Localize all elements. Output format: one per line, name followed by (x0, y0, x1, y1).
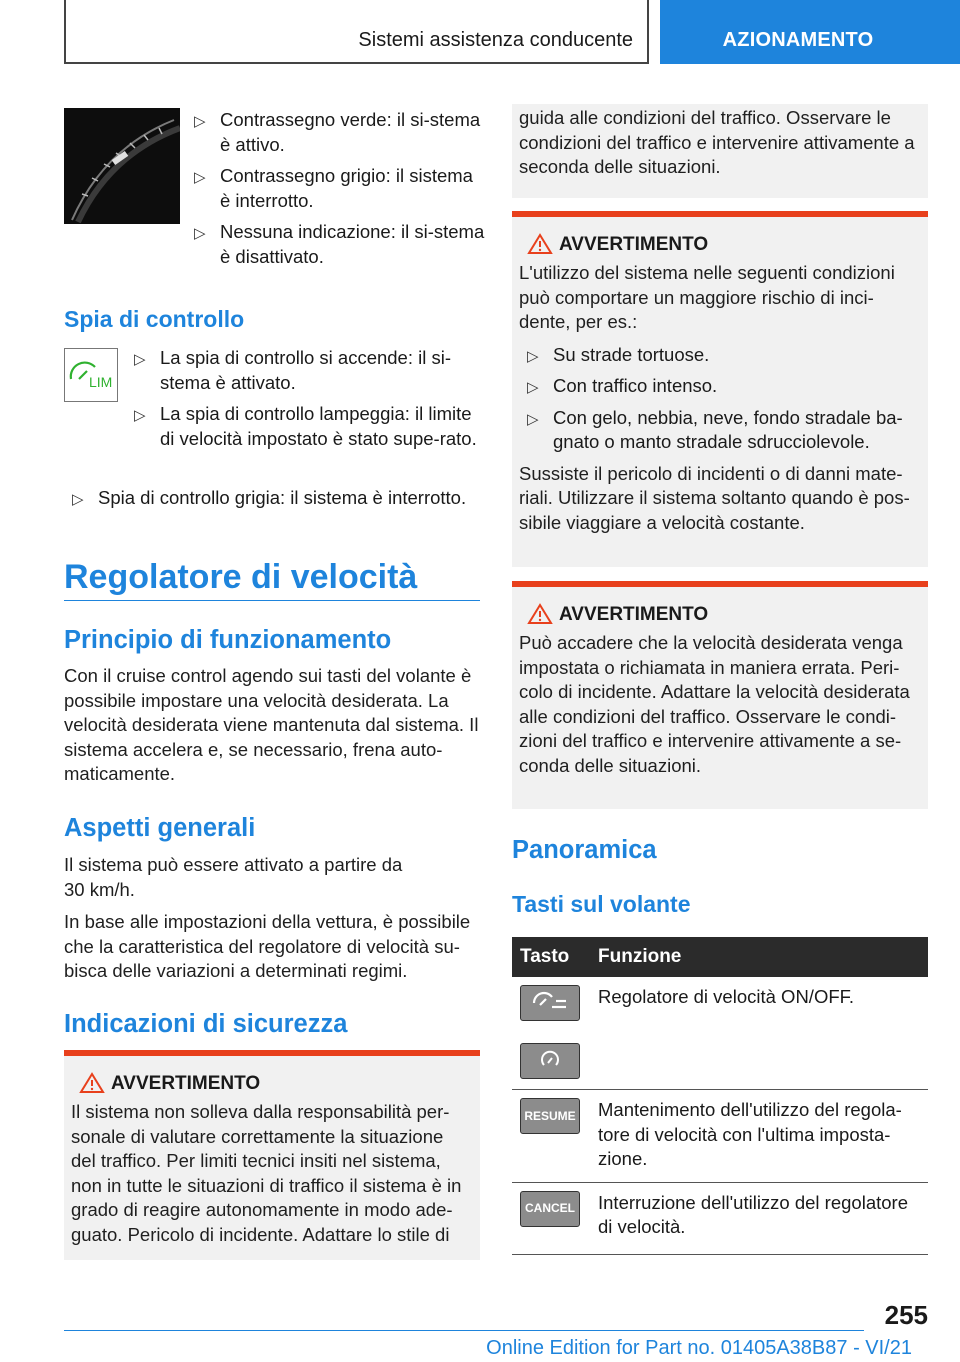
triangle-bullet-icon: ▷ (134, 407, 146, 424)
list-item: ▷ Nessuna indicazione: il si-stema è disattivato. (194, 221, 485, 267)
header-chapter-title: AZIONAMENTO (722, 29, 874, 51)
triangle-bullet-icon: ▷ (527, 410, 539, 428)
cruise-on-off-key (520, 985, 580, 1021)
table-cell-function: Interruzione dell'utilizzo del regolatore di velocità. (590, 1182, 928, 1254)
spia-extra-list (64, 486, 480, 518)
tasti-heading: Tasti sul volante (512, 891, 691, 917)
triangle-bullet-icon: ▷ (527, 347, 539, 365)
triangle-bullet-icon: ▷ (72, 491, 84, 508)
table-header-row (512, 937, 928, 977)
aspetti-heading: Aspetti generali (64, 814, 256, 842)
triangle-bullet-icon: ▷ (194, 113, 206, 130)
list-item: ▷ Spia di controllo grigia: il sistema è interrotto. (64, 486, 480, 511)
title-divider (64, 600, 480, 601)
steering-keys-table (512, 937, 928, 1255)
speedometer-image (64, 108, 180, 224)
lim-indicator-image (64, 348, 118, 402)
footer-divider (64, 1330, 864, 1331)
speedometer-arc-icon (64, 108, 180, 224)
warning-box-3 (512, 581, 928, 809)
warning-triangle-icon (79, 1072, 105, 1094)
warning-triangle-icon (527, 233, 553, 255)
footer-edition-link[interactable]: Online Edition for Part no. 01405A38B87 - VI/21 (486, 1337, 912, 1359)
principio-text: Con il cruise control agendo sui tasti del volante è possibile impostare una velocità desiderata. La velocità desiderata viene mantenuta dal sistema. Il sistema accelera e, se necessario, frena auto-maticamente. (64, 665, 479, 784)
triangle-bullet-icon: ▷ (194, 169, 206, 186)
warning-box-2 (512, 211, 928, 567)
resume-key: RESUME (520, 1098, 580, 1134)
gauge-indicator-list (186, 108, 486, 276)
warning-outro: Sussiste il pericolo di incidenti o di danni mate-riali. Utilizzare il sistema soltanto quando è pos-sibile viaggiare a velocità costante. (519, 462, 910, 533)
svg-text:LIM: LIM (89, 374, 113, 390)
cruise-on-off-key-alt (520, 1043, 580, 1079)
speed-limiter-icon (65, 349, 117, 401)
spia-heading: Spia di controllo (64, 306, 245, 332)
warning-conditions-list (519, 343, 921, 455)
aspetti-text-1: Il sistema può essere attivato a partire da 30 km/h. (64, 854, 403, 900)
warning-box-1 (64, 1050, 480, 1260)
table-header-function: Funzione (590, 937, 928, 977)
principio-heading: Principio di funzionamento (64, 626, 392, 654)
table-row (512, 977, 928, 1090)
cancel-key: CANCEL (520, 1191, 580, 1227)
list-item: ▷ Su strade tortuose. (519, 343, 921, 368)
cruise-control-icon (530, 991, 570, 1015)
triangle-bullet-icon: ▷ (194, 225, 206, 242)
spia-indicator-list (126, 346, 482, 458)
list-item: ▷ La spia di controllo si accende: il si-stema è attivato. (134, 347, 452, 393)
header-section-title: Sistemi assistenza conducente (358, 29, 633, 51)
table-row (512, 1090, 928, 1183)
continued-text: guida alle condizioni del traffico. Osservare le condizioni del traffico e intervenire attivamente a seconda delle situazioni. (519, 107, 915, 177)
table-cell-function: Mantenimento dell'utilizzo del regola-tore di velocità con l'ultima imposta-zione. (590, 1090, 928, 1183)
table-cell-key (512, 1182, 590, 1254)
triangle-bullet-icon: ▷ (527, 379, 539, 396)
warning-title: AVVERTIMENTO (519, 231, 921, 259)
list-item: ▷ Contrassegno verde: il si-stema è attivo. (194, 109, 481, 155)
panoramica-heading: Panoramica (512, 836, 657, 864)
list-item: ▷ Con gelo, nebbia, neve, fondo stradale ba-gnato o manto stradale sdrucciolevole. (527, 406, 903, 452)
aspetti-text-2: In base alle impostazioni della vettura, è possibile che la caratteristica del regolatore di velocità su-bisca delle variazioni a determinati regimi. (64, 911, 471, 981)
warning-intro: L'utilizzo del sistema nelle seguenti condizioni può comportare un maggiore rischio di inci-dente, per es.: (519, 262, 895, 332)
steering-keys-table-wrap (512, 937, 928, 1255)
table-cell-key (512, 1090, 590, 1183)
continued-text-box (512, 104, 928, 198)
cruise-control-small-icon (538, 1049, 562, 1073)
warning-text: Il sistema non solleva dalla responsabilità per-sonale di valutare correttamente la situazione del traffico. Per limiti tecnici insiti nel sistema, non in tutte le situazioni di traffico il sistema è in grado di reagire autonomamente in modo ade-guato. Pericolo di incidente. Adattare lo stile di (71, 1101, 462, 1245)
table-row (512, 1182, 928, 1254)
warning-title: AVVERTIMENTO (519, 601, 921, 629)
table-header-key: Tasto (512, 937, 590, 977)
list-item: ▷ La spia di controllo lampeggia: il limite di velocità impostato è stato supe-rato. (134, 403, 477, 449)
table-cell-key (512, 977, 590, 1090)
page-title: Regolatore di velocità (64, 558, 418, 596)
triangle-bullet-icon: ▷ (134, 351, 146, 368)
warning-triangle-icon (527, 603, 553, 625)
page-number: 255 (884, 1300, 928, 1330)
sicurezza-heading: Indicazioni di sicurezza (64, 1010, 348, 1038)
header-section-box (64, 0, 649, 64)
warning-text: Può accadere che la velocità desiderata venga impostata o richiamata in maniera errata. Peri-colo di incidente. Adattare la velocità desiderata alle condizioni del traffico. Osservare le condi-zioni del traffico e intervenire attivamente a se-conda delle situazioni. (519, 632, 910, 776)
header-chapter-tab[interactable] (660, 0, 960, 64)
list-item: ▷ Con traffico intenso. (519, 374, 921, 399)
list-item: ▷ Contrassegno grigio: il sistema è interrotto. (194, 165, 473, 211)
warning-title: AVVERTIMENTO (71, 1070, 473, 1098)
table-cell-function: Regolatore di velocità ON/OFF. (590, 977, 928, 1090)
